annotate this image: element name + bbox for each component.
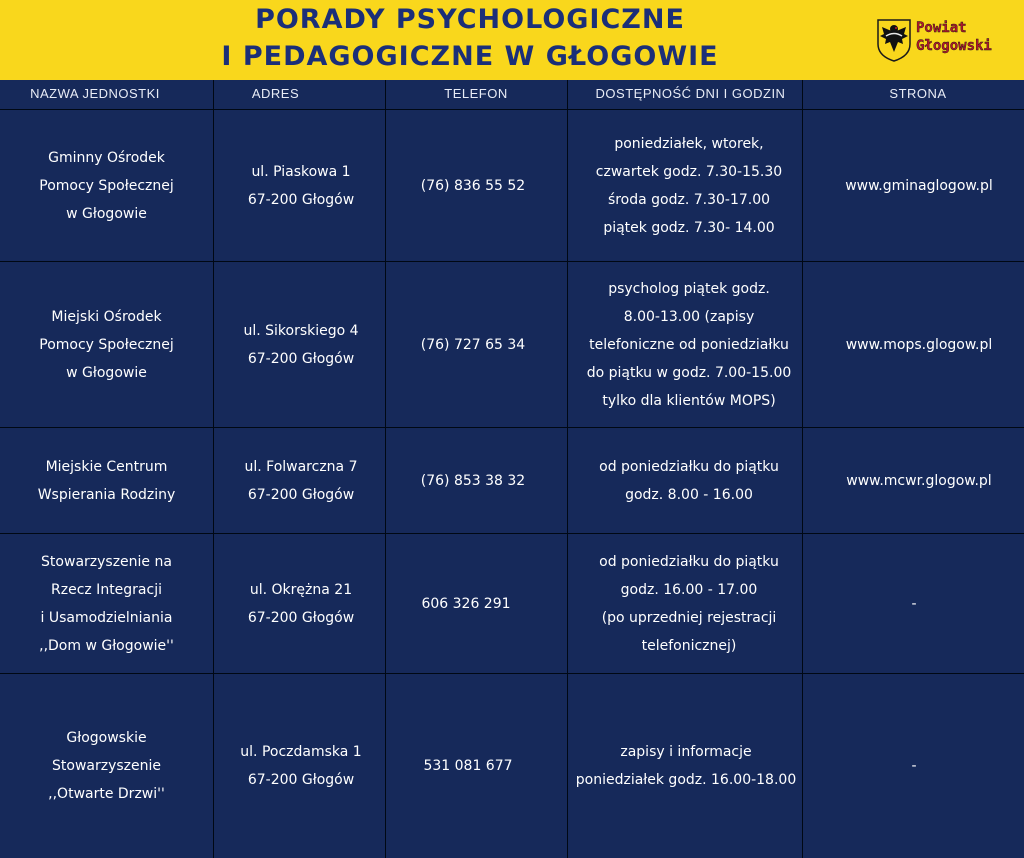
logo-text-powiat: Powiat bbox=[916, 20, 967, 36]
unit-name-line: Wspierania Rodziny bbox=[37, 486, 176, 503]
address-line: ul. Poczdamska 1 bbox=[240, 744, 362, 760]
phone-number: (76) 727 65 34 bbox=[420, 336, 526, 353]
table-row-address bbox=[196, 428, 406, 533]
unit-name-line: Pomocy Społecznej bbox=[39, 336, 174, 353]
eagle-crest-icon bbox=[876, 18, 912, 62]
unit-name-line: Głogowskie bbox=[66, 730, 147, 746]
table-row-hours bbox=[568, 110, 810, 261]
hours-line: tylko dla klientów MOPS) bbox=[602, 392, 776, 409]
table-row-website bbox=[803, 262, 1024, 427]
page-title-line1: PORADY PSYCHOLOGICZNE bbox=[255, 4, 685, 35]
column-header-address: ADRES bbox=[251, 86, 300, 101]
hours-line: piątek godz. 7.30- 14.00 bbox=[603, 219, 775, 236]
table-row-hours bbox=[568, 674, 804, 858]
hours-line: (po uprzedniej rejestracji bbox=[601, 609, 777, 626]
table-row-website bbox=[803, 534, 1024, 673]
hours-line: poniedziałek godz. 16.00-18.00 bbox=[575, 772, 797, 788]
table-row-hours bbox=[568, 262, 810, 427]
address-line: 67-200 Głogów bbox=[247, 486, 355, 503]
unit-name-line: Miejskie Centrum bbox=[45, 458, 168, 475]
unit-name-line: Stowarzyszenie bbox=[52, 758, 161, 774]
hours-line: 8.00-13.00 (zapisy bbox=[623, 308, 755, 325]
table-row-phone bbox=[386, 428, 560, 533]
hours-line: środa godz. 7.30-17.00 bbox=[607, 191, 771, 208]
table-row-address bbox=[196, 110, 406, 261]
table-row-website bbox=[803, 110, 1024, 261]
unit-name-line: Gminny Ośrodek bbox=[48, 149, 165, 166]
hours-line: od poniedziałku do piątku bbox=[599, 553, 779, 570]
column-header-website: STRONA bbox=[889, 86, 947, 101]
unit-name-line: w Głogowie bbox=[66, 364, 147, 381]
hours-line: od poniedziałku do piątku bbox=[599, 458, 779, 475]
hours-line: telefoniczne od poniedziałku bbox=[589, 336, 789, 353]
title-banner bbox=[0, 0, 1024, 80]
page-title-line2: I PEDAGOGICZNE W GŁOGOWIE bbox=[221, 41, 719, 72]
column-header-availability: DOSTĘPNOŚĆ DNI I GODZIN bbox=[595, 86, 786, 101]
table-row-phone bbox=[386, 534, 546, 673]
phone-number: (76) 853 38 32 bbox=[420, 472, 526, 489]
table-row-name bbox=[0, 674, 213, 858]
hours-line: czwartek godz. 7.30-15.30 bbox=[595, 163, 783, 180]
website-link[interactable]: www.gminaglogow.pl bbox=[845, 177, 993, 194]
hours-line: godz. 8.00 - 16.00 bbox=[625, 486, 753, 503]
phone-number: 531 081 677 bbox=[423, 758, 513, 774]
table-row-phone bbox=[386, 262, 560, 427]
table-row-name bbox=[0, 534, 213, 673]
table-row-name bbox=[0, 110, 213, 261]
address-line: 67-200 Głogów bbox=[247, 350, 355, 367]
hours-line: poniedziałek, wtorek, bbox=[614, 135, 764, 152]
unit-name-line: ,,Dom w Głogowie'' bbox=[39, 637, 174, 654]
website-link[interactable]: www.mops.glogow.pl bbox=[845, 336, 993, 353]
unit-name-line: Pomocy Społecznej bbox=[39, 177, 174, 194]
unit-name-line: w Głogowie bbox=[66, 205, 147, 222]
table-row-phone bbox=[386, 674, 550, 858]
hours-line: telefonicznej) bbox=[641, 637, 737, 654]
hours-line: do piątku w godz. 7.00-15.00 bbox=[586, 364, 792, 381]
website-placeholder: - bbox=[911, 758, 917, 774]
table-row-name bbox=[0, 428, 213, 533]
address-line: 67-200 Głogów bbox=[247, 609, 355, 626]
unit-name-line: Miejski Ośrodek bbox=[51, 308, 162, 325]
address-line: ul. Folwarczna 7 bbox=[244, 458, 358, 475]
unit-name-line: i Usamodzielniania bbox=[40, 609, 173, 626]
address-line: ul. Okrężna 21 bbox=[249, 581, 353, 598]
website-link[interactable]: www.mcwr.glogow.pl bbox=[846, 472, 992, 489]
table-row-address bbox=[196, 674, 406, 858]
unit-name-line: Rzecz Integracji bbox=[51, 581, 162, 598]
address-line: ul. Sikorskiego 4 bbox=[243, 322, 359, 339]
table-row-address bbox=[196, 534, 406, 673]
powiat-logo bbox=[876, 18, 1016, 62]
table-row-phone bbox=[386, 110, 560, 261]
table-row-name bbox=[0, 262, 213, 427]
hours-line: psycholog piątek godz. bbox=[608, 280, 770, 297]
units-table bbox=[0, 80, 1024, 858]
phone-number: (76) 836 55 52 bbox=[420, 177, 526, 194]
phone-number: 606 326 291 bbox=[421, 595, 511, 612]
table-row-website bbox=[803, 428, 1024, 533]
table-row-hours bbox=[568, 534, 810, 673]
address-line: 67-200 Głogów bbox=[247, 191, 355, 208]
unit-name-line: ,,Otwarte Drzwi'' bbox=[48, 786, 165, 802]
address-line: 67-200 Głogów bbox=[247, 772, 355, 788]
table-row-website bbox=[803, 674, 1024, 858]
column-header-phone: TELEFON bbox=[444, 86, 508, 101]
hours-line: zapisy i informacje bbox=[620, 744, 752, 760]
address-line: ul. Piaskowa 1 bbox=[251, 163, 351, 180]
table-row-hours bbox=[568, 428, 810, 533]
table-row-address bbox=[196, 262, 406, 427]
unit-name-line: Stowarzyszenie na bbox=[41, 553, 172, 570]
hours-line: godz. 16.00 - 17.00 bbox=[620, 581, 758, 598]
logo-text-glogowski: Głogowski bbox=[916, 38, 992, 54]
website-placeholder: - bbox=[911, 595, 917, 612]
column-header-name: NAZWA JEDNOSTKI bbox=[30, 86, 160, 101]
